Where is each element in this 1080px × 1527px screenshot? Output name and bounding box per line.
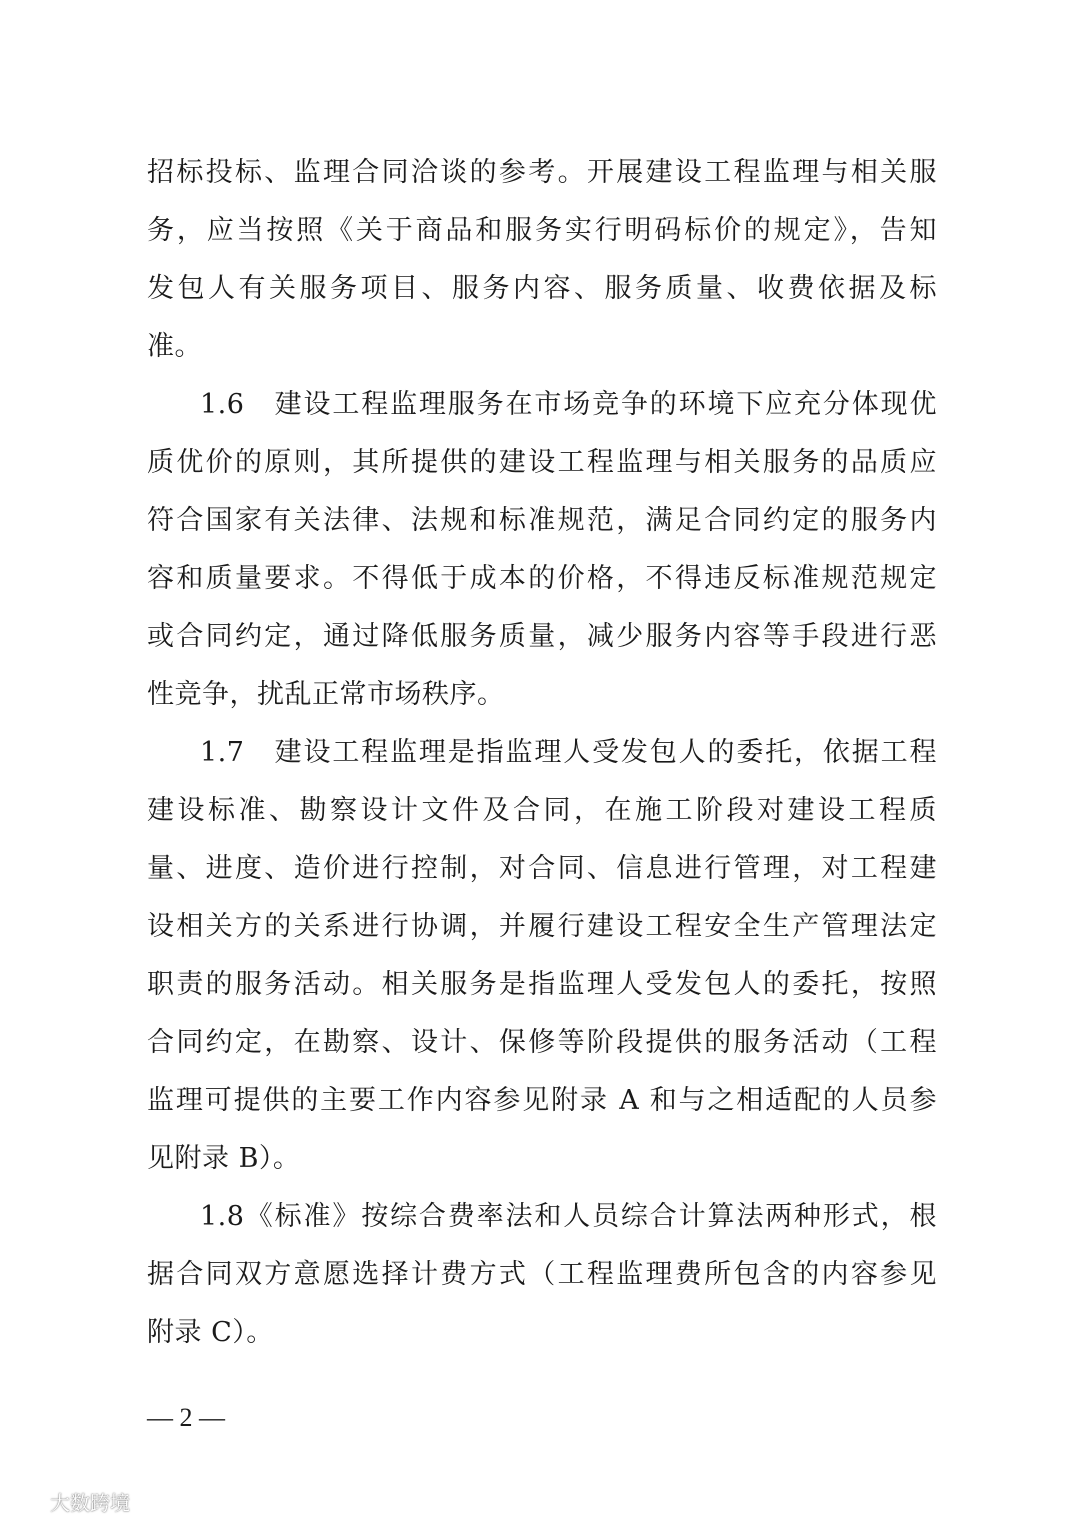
weibo-logo-icon bbox=[10, 1488, 44, 1514]
paragraph-line: 量、进度、造价进行控制，对合同、信息进行管理，对工程建 bbox=[147, 853, 937, 884]
paragraph-line: 容和质量要求。不得低于成本的价格，不得违反标准规范规定 bbox=[147, 563, 937, 594]
paragraph-line: 性竞争，扰乱正常市场秩序。 bbox=[147, 679, 505, 710]
page-number: — 2 — bbox=[147, 1403, 225, 1432]
paragraph-line: 监理可提供的主要工作内容参见附录 A 和与之相适配的人员参 bbox=[147, 1085, 937, 1116]
paragraph-line: 质优价的原则，其所提供的建设工程监理与相关服务的品质应 bbox=[147, 447, 937, 478]
paragraph-line: 见附录 B）。 bbox=[147, 1143, 301, 1174]
paragraph-line: 准。 bbox=[147, 331, 202, 362]
paragraph-line: 符合国家有关法律、法规和标准规范，满足合同约定的服务内 bbox=[147, 505, 937, 536]
section-1-8-first-line: 1.8《标准》按综合费率法和人员综合计算法两种形式，根 bbox=[200, 1201, 937, 1232]
watermark-text: 大数跨境 bbox=[50, 1490, 130, 1515]
paragraph-line: 职责的服务活动。相关服务是指监理人受发包人的委托，按照 bbox=[147, 969, 937, 1000]
paragraph-line: 务，应当按照《关于商品和服务实行明码标价的规定》，告知 bbox=[147, 215, 937, 246]
paragraph-line: 发包人有关服务项目、服务内容、服务质量、收费依据及标 bbox=[147, 273, 937, 304]
paragraph-line: 招标投标、监理合同洽谈的参考。开展建设工程监理与相关服 bbox=[147, 157, 937, 188]
watermark bbox=[10, 1486, 130, 1516]
paragraph-line: 据合同双方意愿选择计费方式（工程监理费所包含的内容参见 bbox=[147, 1259, 937, 1290]
paragraph-line: 附录 C）。 bbox=[147, 1317, 274, 1348]
paragraph-line: 或合同约定，通过降低服务质量，减少服务内容等手段进行恶 bbox=[147, 621, 937, 652]
paragraph-line: 设相关方的关系进行协调，并履行建设工程安全生产管理法定 bbox=[147, 911, 937, 942]
paragraph-line: 合同约定，在勘察、设计、保修等阶段提供的服务活动（工程 bbox=[147, 1027, 937, 1058]
section-1-6-first-line: 1.6 建设工程监理服务在市场竞争的环境下应充分体现优 bbox=[200, 389, 937, 420]
paragraph-line: 建设标准、勘察设计文件及合同，在施工阶段对建设工程质 bbox=[147, 795, 937, 826]
section-1-7-first-line: 1.7 建设工程监理是指监理人受发包人的委托，依据工程 bbox=[200, 737, 937, 768]
